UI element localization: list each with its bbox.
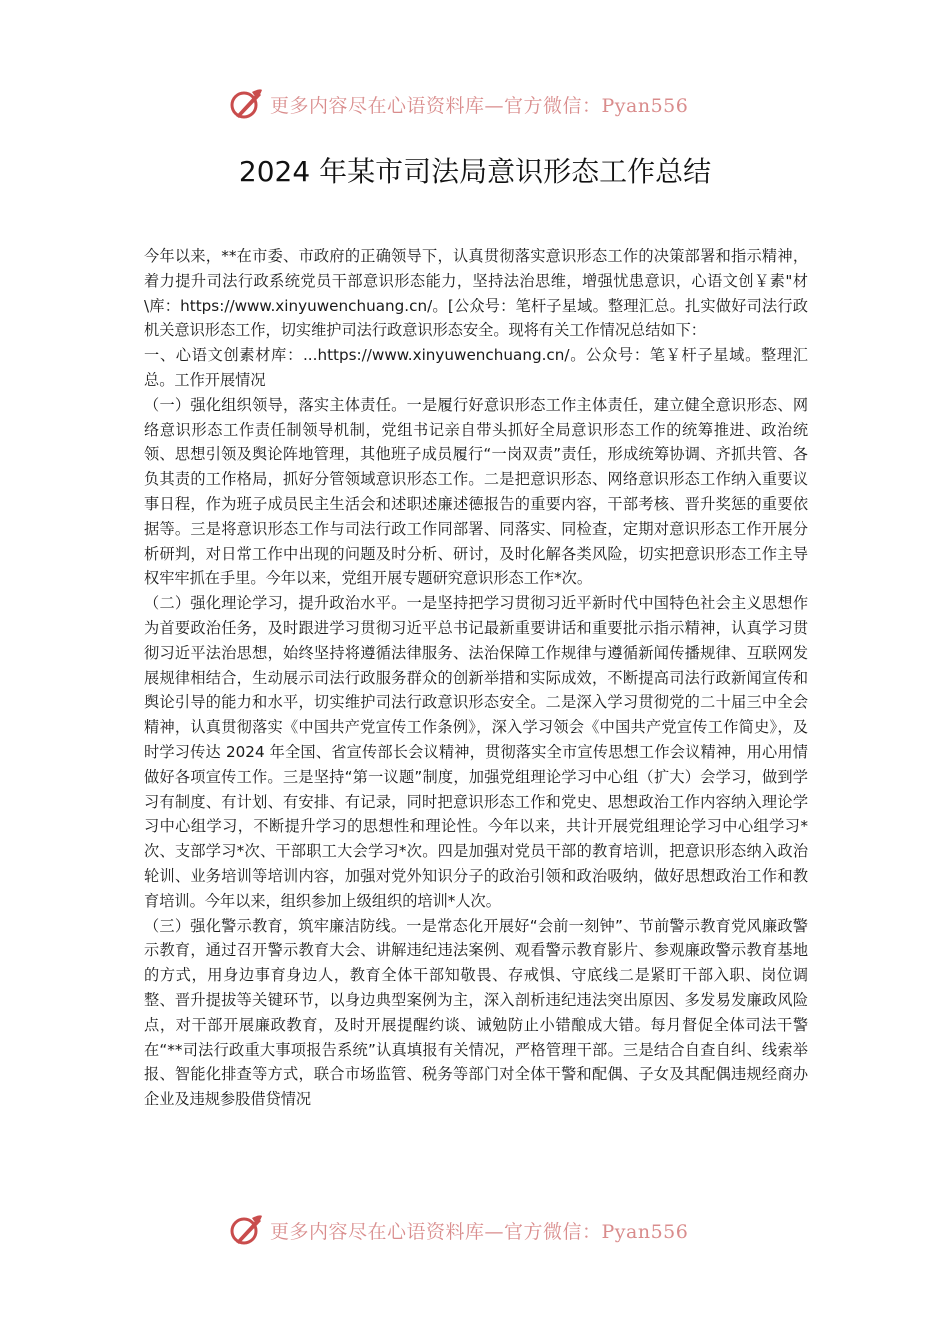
paragraph-theory-study: （二）强化理论学习，提升政治水平。一是坚持把学习贯彻习近平新时代中国特色社会主义思想作为首要政治任务，及时跟进学习贯彻习近平总书记最新重要讲话和重要批示指示精神，认真学习贯彻习近平法治思想，始终坚持将遵循法律服务、法治保障工作规律与遵循新闻传播规律、互联网发展规律相结合，生动展示司法行政服务群众的创新举措和实际成效，不断提高司法行政新闻宣传和舆论引导的能力和水平，切实维护司法行政意识形态安全。二是深入学习贯彻党的二十届三中全会精神，认真贯彻落实《中国共产党宣传工作条例》，深入学习领会《中国共产党宣传工作简史》，及时学习传达 2024 年全国、省宣传部长会议精神，贯彻落实全市宣传思想工作会议精神，用心用情做好各项宣传工作。三是坚持“第一议题”制度，加强党组理论学习中心组（扩大）会学习，做到学习有制度、有计划、有安排、有记录，同时把意识形态工作和党史、思想政治工作内容纳入理论学习中心组学习，不断提升学习的思想性和理论性。今年以来，共计开展党组理论学习中心组学习*次、支部学习*次、干部职工大会学习*次。四是加强对党员干部的教育培训，把意识形态纳入政治轮训、业务培训等培训内容，加强对党外知识分子的政治引领和政治吸纳，做好思想政治工作和教育培训。今年以来，组织参加上级组织的培训*人次。 bbox=[144, 594, 808, 910]
footer-banner-text: 更多内容尽在心语资料库—官方微信：Pyan556 bbox=[270, 1220, 689, 1243]
header-banner-text: 更多内容尽在心语资料库—官方微信：Pyan556 bbox=[270, 94, 689, 117]
paragraph-organization: （一）强化组织领导，落实主体责任。一是履行好意识形态工作主体责任，建立健全意识形态、网络意识形态工作责任制领导机制，党组书记亲自带头抓好全局意识形态工作的统筹推进、政治统领、思想引领及舆论阵地管理，其他班子成员履行“一岗双责”责任，形成统筹协调、齐抓共管、各负其责的工作格局，抓好分管领域意识形态工作。二是把意识形态、网络意识形态工作纳入重要议事日程，作为班子成员民主生活会和述职述廉述德报告的重要内容，干部考核、晋升奖惩的重要依据等。三是将意识形态工作与司法行政工作同部署、同落实、同检查，定期对意识形态工作开展分析研判，对日常工作中出现的问题及时分析、研讨，及时化解各类风险，切实把意识形态工作主导权牢牢抓在手里。今年以来，党组开展专题研究意识形态工作*次。 bbox=[144, 395, 808, 588]
paragraph-intro: 今年以来，**在市委、市政府的正确领导下，认真贯彻落实意识形态工作的决策部署和指示精神，着力提升司法行政系统党员干部意识形态能力，坚持法治思维，增强忧患意识，心语文创￥素"材\库：https://www.xinyuwenchuang.cn/。[公众号：笔杆子星域。整理汇总。扎实做好司法行政机关意识形态工作，切实维护司法行政意识形态安全。现将有关工作情况总结如下： bbox=[144, 247, 808, 340]
document-body bbox=[144, 244, 808, 1112]
section-heading-1: 一、心语文创素材库：...https://www.xinyuwenchuang.cn/。公众号：笔￥杆子星域。整理汇总。工作开展情况 bbox=[144, 346, 808, 389]
document-title: 2024 年某市司法局意识形态工作总结 bbox=[238, 155, 712, 188]
quill-pen-logo-icon bbox=[228, 86, 264, 122]
paragraph-warning-education: （三）强化警示教育，筑牢廉洁防线。一是常态化开展好“会前一刻钟”、节前警示教育党风廉政警示教育，通过召开警示教育大会、讲解违纪违法案例、观看警示教育影片、参观廉政警示教育基地的方式，用身边事育身边人，教育全体干部知敬畏、存戒惧、守底线二是紧盯干部入职、岗位调整、晋升提拔等关键环节，以身边典型案例为主，深入剖析违纪违法突出原因、多发易发廉政风险点，对干部开展廉政教育，及时开展提醒约谈、诫勉防止小错酿成大错。每月督促全体司法干警在“**司法行政重大事项报告系统”认真填报有关情况，严格管理干部。三是结合自查自纠、线索举报、智能化排查等方式，联合市场监管、税务等部门对全体干警和配偶、子女及其配偶违规经商办企业及违规参股借贷情况 bbox=[144, 916, 808, 1109]
quill-pen-logo-icon bbox=[228, 1212, 264, 1248]
header-banner bbox=[228, 86, 728, 122]
footer-banner bbox=[228, 1212, 728, 1248]
